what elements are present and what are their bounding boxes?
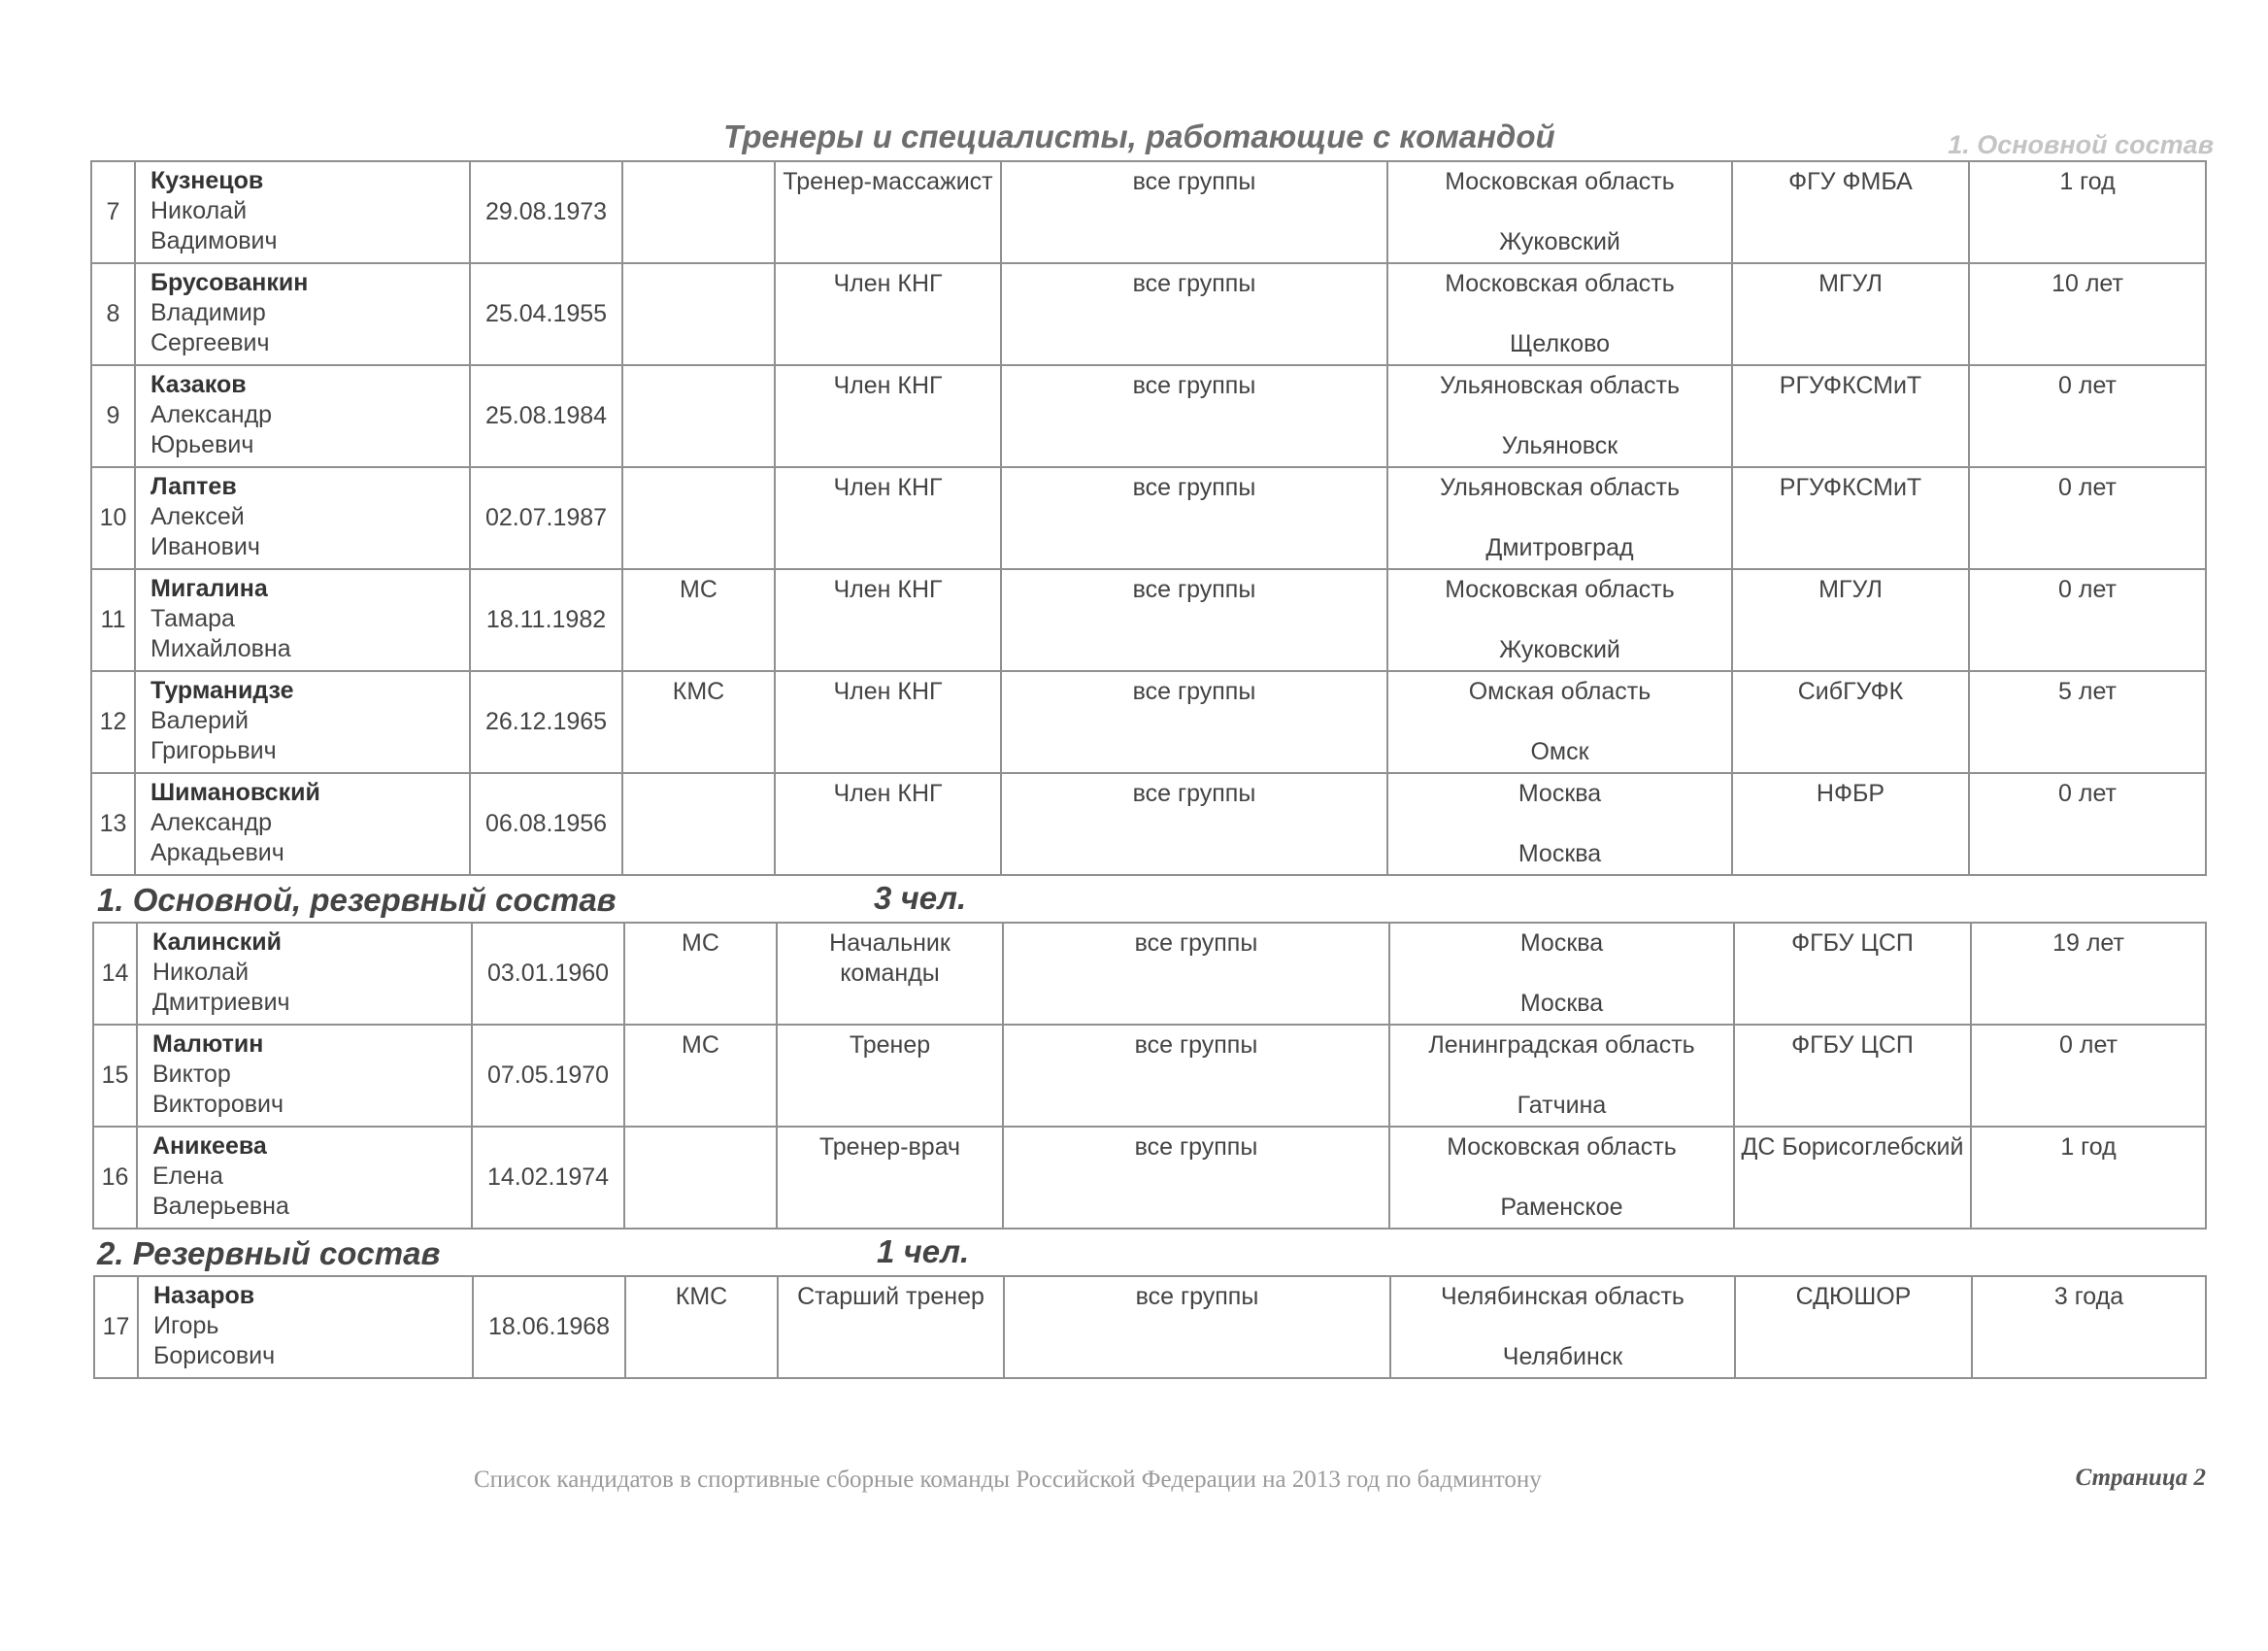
surname: Брусованкин: [150, 269, 309, 296]
location: [1389, 1025, 1734, 1127]
group-heading-main-reserve: 1. Основной, резервный состав: [97, 882, 617, 918]
first-name: Николай: [150, 197, 248, 224]
group-count-main-reserve: 3 чел.: [874, 880, 967, 916]
patronymic: Сергеевич: [150, 329, 270, 356]
sport-rank: [622, 365, 775, 467]
groups: все группы: [1001, 671, 1387, 773]
city: Щелково: [1509, 330, 1611, 357]
tenure: 0 лет: [1969, 569, 2206, 671]
person-name: [135, 263, 470, 365]
table-row: [91, 161, 2206, 263]
groups: все группы: [1001, 263, 1387, 365]
group-count-reserve: 1 чел.: [877, 1233, 970, 1269]
birth-date: 18.11.1982: [470, 569, 622, 671]
patronymic: Михайловна: [150, 635, 291, 662]
groups: все группы: [1001, 569, 1387, 671]
surname: Турманидзе: [150, 677, 294, 704]
row-number: 12: [91, 671, 135, 773]
position: Член КНГ: [775, 569, 1001, 671]
row-number: 16: [93, 1127, 137, 1229]
first-name: Валерий: [150, 707, 249, 734]
table-row: [91, 773, 2206, 875]
surname: Мигалина: [150, 575, 268, 602]
city: Ульяновск: [1501, 432, 1618, 459]
birth-date: 02.07.1987: [470, 467, 622, 569]
location: [1387, 569, 1732, 671]
table-row: [91, 365, 2206, 467]
patronymic: Григорьвич: [150, 737, 277, 764]
region: Омская область: [1468, 678, 1651, 705]
city: Раменское: [1500, 1194, 1623, 1221]
sport-rank: МС: [624, 923, 777, 1025]
staff-table-reserve: [93, 1275, 2207, 1379]
first-name: Александр: [150, 401, 273, 428]
city: Омск: [1530, 738, 1589, 765]
person-name: [138, 1276, 473, 1378]
surname: Шимановский: [150, 779, 320, 806]
position: Тренер-массажист: [775, 161, 1001, 263]
groups: все группы: [1001, 467, 1387, 569]
position: Член КНГ: [775, 365, 1001, 467]
sport-rank: [622, 467, 775, 569]
position: Член КНГ: [775, 773, 1001, 875]
person-name: [135, 467, 470, 569]
patronymic: Викторович: [152, 1091, 284, 1118]
person-name: [135, 671, 470, 773]
table-row: [91, 467, 2206, 569]
position: Тренер: [777, 1025, 1003, 1127]
groups: все группы: [1003, 1127, 1389, 1229]
birth-date: 14.02.1974: [472, 1127, 624, 1229]
groups: все группы: [1004, 1276, 1390, 1378]
first-name: Тамара: [150, 605, 235, 632]
location: [1387, 263, 1732, 365]
organization: ФГБУ ЦСП: [1734, 1025, 1971, 1127]
surname: Лаптев: [150, 473, 237, 500]
region: Ленинградская область: [1428, 1031, 1695, 1059]
position: Старший тренер: [778, 1276, 1004, 1378]
patronymic: Дмитриевич: [152, 989, 290, 1016]
birth-date: 25.04.1955: [470, 263, 622, 365]
table-row: [93, 923, 2206, 1025]
section-tag: 1. Основной состав: [1948, 130, 2214, 159]
page-number: Страница 2: [2075, 1465, 2206, 1491]
location: [1387, 467, 1732, 569]
table-row: [94, 1276, 2206, 1378]
group-heading-reserve: 2. Резервный состав: [97, 1235, 441, 1271]
surname: Малютин: [152, 1030, 264, 1058]
region: Московская область: [1445, 270, 1675, 297]
staff-table-main: [90, 160, 2207, 876]
groups: все группы: [1001, 365, 1387, 467]
region: Ульяновская область: [1439, 474, 1680, 501]
groups: все группы: [1001, 773, 1387, 875]
surname: Аникеева: [152, 1132, 267, 1160]
row-number: 14: [93, 923, 137, 1025]
birth-date: 06.08.1956: [470, 773, 622, 875]
patronymic: Юрьевич: [150, 431, 254, 458]
first-name: Виктор: [152, 1061, 231, 1088]
table-row: [91, 671, 2206, 773]
patronymic: Борисович: [153, 1342, 276, 1369]
city: Москва: [1518, 840, 1602, 867]
surname: Калинский: [152, 928, 282, 956]
row-number: 13: [91, 773, 135, 875]
location: [1387, 365, 1732, 467]
birth-date: 18.06.1968: [473, 1276, 625, 1378]
sport-rank: [622, 773, 775, 875]
person-name: [137, 1127, 472, 1229]
birth-date: 25.08.1984: [470, 365, 622, 467]
sport-rank: МС: [624, 1025, 777, 1127]
region: Ульяновская область: [1439, 372, 1680, 399]
city: Челябинск: [1502, 1343, 1623, 1370]
birth-date: 26.12.1965: [470, 671, 622, 773]
region: Московская область: [1447, 1133, 1677, 1161]
staff-table-main-reserve: [92, 922, 2207, 1230]
organization: ФГБУ ЦСП: [1734, 923, 1971, 1025]
region: Челябинская область: [1441, 1283, 1684, 1310]
location: [1387, 773, 1732, 875]
person-name: [137, 1025, 472, 1127]
row-number: 17: [94, 1276, 138, 1378]
location: [1387, 671, 1732, 773]
birth-date: 07.05.1970: [472, 1025, 624, 1127]
tenure: 0 лет: [1969, 467, 2206, 569]
organization: НФБР: [1732, 773, 1969, 875]
patronymic: Валерьевна: [152, 1193, 289, 1220]
region: Московская область: [1445, 168, 1675, 195]
first-name: Александр: [150, 809, 273, 836]
birth-date: 29.08.1973: [470, 161, 622, 263]
region: Москва: [1519, 929, 1604, 957]
sport-rank: МС: [622, 569, 775, 671]
first-name: Николай: [152, 959, 250, 986]
person-name: [137, 923, 472, 1025]
location: [1389, 923, 1734, 1025]
region: Московская область: [1445, 576, 1675, 603]
tenure: 1 год: [1969, 161, 2206, 263]
first-name: Игорь: [153, 1312, 219, 1339]
tenure: 5 лет: [1969, 671, 2206, 773]
tenure: 3 года: [1972, 1276, 2206, 1378]
first-name: Алексей: [150, 503, 245, 530]
surname: Кузнецов: [150, 167, 264, 194]
surname: Казаков: [150, 371, 247, 398]
sport-rank: КМС: [625, 1276, 778, 1378]
first-name: Владимир: [150, 299, 266, 326]
table-row: [93, 1127, 2206, 1229]
row-number: 7: [91, 161, 135, 263]
location: [1390, 1276, 1735, 1378]
row-number: 11: [91, 569, 135, 671]
organization: СДЮШОР: [1735, 1276, 1972, 1378]
tenure: 10 лет: [1969, 263, 2206, 365]
tenure: 1 год: [1971, 1127, 2206, 1229]
location: [1387, 161, 1732, 263]
sport-rank: КМС: [622, 671, 775, 773]
organization: МГУЛ: [1732, 569, 1969, 671]
organization: РГУФКСМиТ: [1732, 365, 1969, 467]
row-number: 10: [91, 467, 135, 569]
row-number: 15: [93, 1025, 137, 1127]
position: Член КНГ: [775, 467, 1001, 569]
birth-date: 03.01.1960: [472, 923, 624, 1025]
table-row: [91, 569, 2206, 671]
person-name: [135, 569, 470, 671]
sport-rank: [622, 263, 775, 365]
region: Москва: [1518, 780, 1602, 807]
table-row: [91, 263, 2206, 365]
organization: ФГУ ФМБА: [1732, 161, 1969, 263]
position: Член КНГ: [775, 671, 1001, 773]
city: Дмитровград: [1485, 534, 1634, 561]
surname: Назаров: [153, 1282, 255, 1309]
sport-rank: [622, 161, 775, 263]
sport-rank: [624, 1127, 777, 1229]
city: Москва: [1519, 990, 1604, 1017]
patronymic: Аркадьевич: [150, 839, 284, 866]
location: [1389, 1127, 1734, 1229]
groups: все группы: [1001, 161, 1387, 263]
person-name: [135, 365, 470, 467]
person-name: [135, 773, 470, 875]
city: Гатчина: [1517, 1092, 1607, 1119]
city: Жуковский: [1499, 636, 1620, 663]
patronymic: Иванович: [150, 533, 260, 560]
tenure: 0 лет: [1969, 773, 2206, 875]
page-title: Тренеры и специалисты, работающие с командой: [723, 118, 1555, 154]
position: Член КНГ: [775, 263, 1001, 365]
organization: СибГУФК: [1732, 671, 1969, 773]
row-number: 8: [91, 263, 135, 365]
organization: МГУЛ: [1732, 263, 1969, 365]
groups: все группы: [1003, 1025, 1389, 1127]
position: Тренер-врач: [777, 1127, 1003, 1229]
organization: ДС Борисоглебский: [1734, 1127, 1971, 1229]
person-name: [135, 161, 470, 263]
groups: все группы: [1003, 923, 1389, 1025]
city: Жуковский: [1499, 228, 1620, 255]
patronymic: Вадимович: [150, 227, 278, 254]
organization: РГУФКСМиТ: [1732, 467, 1969, 569]
tenure: 0 лет: [1971, 1025, 2206, 1127]
position: Начальник команды: [777, 923, 1003, 1025]
tenure: 0 лет: [1969, 365, 2206, 467]
table-row: [93, 1025, 2206, 1127]
tenure: 19 лет: [1971, 923, 2206, 1025]
footer-text: Список кандидатов в спортивные сборные команды Российской Федерации на 2013 год по бадминтону: [474, 1466, 1542, 1493]
first-name: Елена: [152, 1162, 223, 1190]
row-number: 9: [91, 365, 135, 467]
